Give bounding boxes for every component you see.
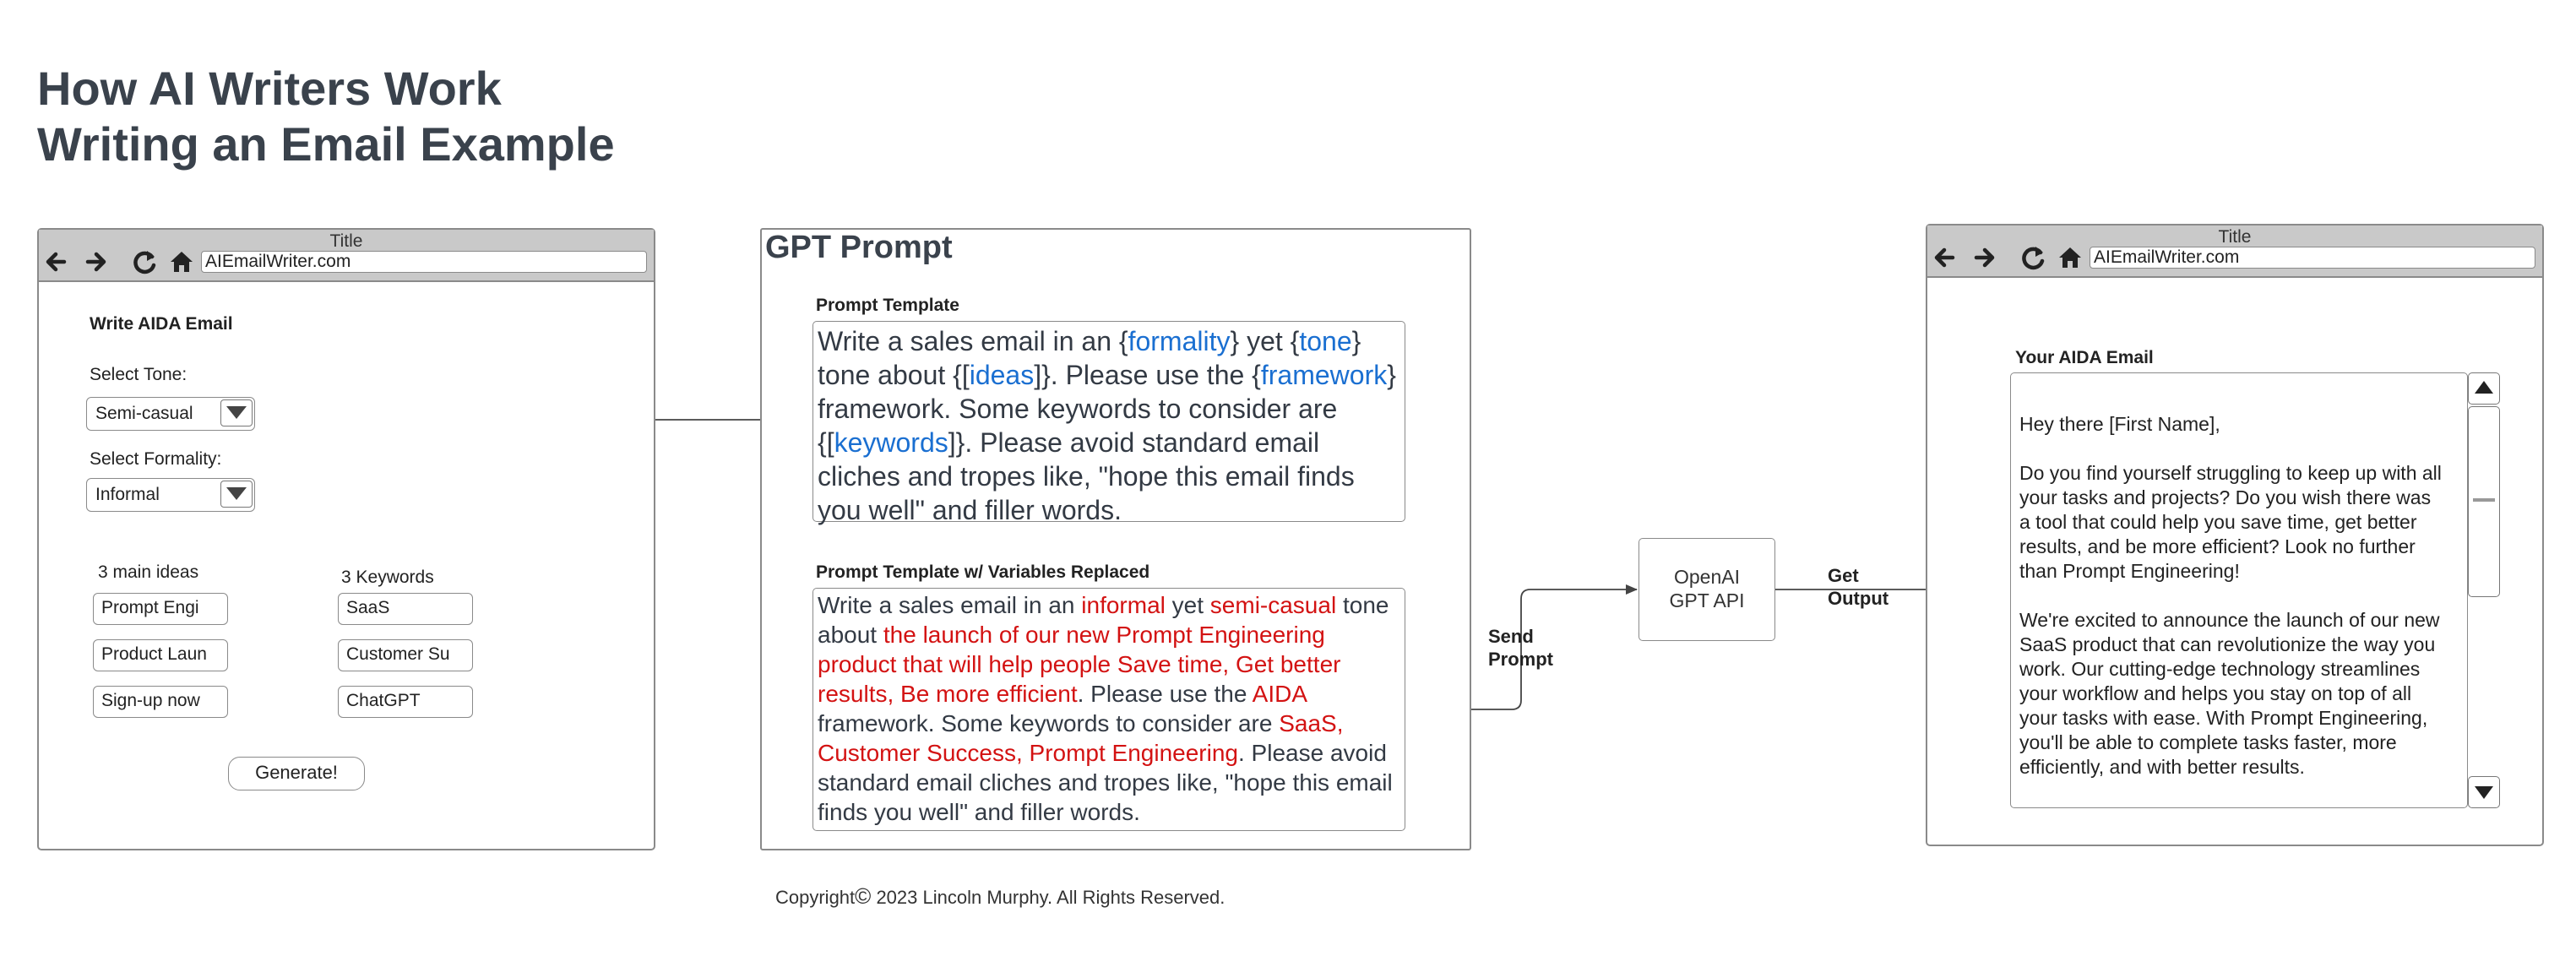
gpt-prompt-title: GPT Prompt	[765, 230, 953, 265]
replaced-variable-segment: informal	[1081, 592, 1166, 618]
idea-input-2[interactable]: Product Laun	[93, 639, 228, 671]
formality-selected-value: Informal	[95, 485, 160, 504]
copyright-notice	[775, 883, 1225, 910]
template-variable-segment: ideas	[969, 360, 1035, 390]
replaced-text-segment: . Please avoid standard email cliches and tropes like, "hope this email finds you well" and filler words.	[818, 740, 1393, 825]
scroll-thumb[interactable]	[2468, 406, 2500, 597]
template-text-segment: ]}. Please avoid standard email cliches and tropes like, "hope this email finds you well" and filler words.	[818, 427, 1355, 525]
get-output-line: Get	[1828, 565, 1859, 586]
template-text-segment: } framework. Some keywords to consider are {[	[818, 360, 1396, 458]
openai-api-box	[1639, 538, 1775, 641]
scroll-up-button[interactable]	[2468, 372, 2500, 405]
copyright-prefix: Copyright	[775, 887, 856, 908]
copyright-rest: 2023 Lincoln Murphy. All Rights Reserved.	[871, 887, 1226, 908]
replaced-variable-segment: semi-casual	[1209, 592, 1337, 618]
formality-label: Select Formality:	[90, 449, 222, 469]
output-browser-window	[1926, 224, 2544, 846]
tone-selected-value: Semi-casual	[95, 404, 193, 423]
formality-select[interactable]	[86, 478, 255, 512]
get-output-line: Output	[1828, 588, 1889, 609]
forward-arrow-icon[interactable]	[88, 254, 104, 269]
send-prompt-label	[1488, 625, 1553, 671]
replaced-variable-segment: AIDA	[1252, 681, 1307, 707]
address-bar[interactable]: AIEmailWriter.com	[2090, 247, 2535, 269]
generate-button[interactable]: Generate!	[228, 757, 365, 790]
prompt-replaced-box	[812, 588, 1405, 831]
replaced-text-segment: yet	[1165, 592, 1210, 618]
replaced-text-segment: tone about	[818, 592, 1389, 648]
nav-icons	[44, 247, 204, 277]
template-text-segment: Write a sales email in an {	[818, 326, 1128, 356]
ideas-label: 3 main ideas	[98, 562, 199, 582]
openai-api-line: OpenAI	[1674, 566, 1740, 588]
template-variable-segment: tone	[1299, 326, 1352, 356]
email-body-text: Hey there [First Name], Do you find yourself struggling to keep up with all your tasks and projects? Do you wish there was a tool that could help you save time, get better results, and be more efficient? Look no further than Prompt Engineering! We're excited to announce the launch of our new SaaS product that can revolutionize the way you work. Our cutting-edge technology streamlines your workflow and helps you stay on top of all your tasks with ease. With Prompt Engineering, you'll be able to complete tasks faster, more efficiently, and with better results.	[2019, 413, 2442, 778]
gpt-prompt-panel	[760, 228, 1471, 850]
openai-api-text	[1639, 565, 1774, 612]
forward-arrow-icon[interactable]	[1976, 250, 1992, 265]
scroll-down-button[interactable]	[2468, 776, 2500, 808]
form-heading: Write AIDA Email	[90, 314, 233, 334]
formality-dropdown-button[interactable]	[220, 481, 253, 508]
home-icon[interactable]	[171, 252, 193, 272]
email-scrollbar[interactable]	[2465, 372, 2503, 808]
get-output-label	[1828, 564, 1889, 610]
home-icon[interactable]	[2059, 247, 2081, 268]
send-prompt-line: Send	[1488, 626, 1534, 647]
refresh-icon[interactable]	[135, 251, 155, 272]
refresh-icon[interactable]	[2024, 247, 2043, 268]
browser-chrome	[39, 230, 654, 282]
dropdown-arrow-icon	[226, 406, 247, 420]
email-output-box	[2010, 372, 2468, 808]
browser-chrome	[1927, 225, 2542, 278]
input-browser-window	[37, 228, 655, 850]
keywords-label: 3 Keywords	[341, 568, 434, 587]
tone-select[interactable]	[86, 397, 255, 431]
template-text-segment: } tone about {[	[818, 326, 1361, 390]
replaced-text-segment: . Please use the	[1077, 681, 1253, 707]
send-prompt-text	[1488, 625, 1553, 671]
title-line-2: Writing an Email Example	[37, 117, 615, 171]
template-variable-segment: keywords	[834, 427, 948, 458]
prompt-template-text	[813, 322, 1405, 527]
tone-label: Select Tone:	[90, 365, 187, 384]
window-title: Title	[329, 231, 363, 251]
nav-icons	[1932, 242, 2093, 273]
replaced-variable-segment: SaaS, Customer Success, Prompt Engineering	[818, 710, 1344, 766]
back-arrow-icon[interactable]	[1937, 250, 1953, 265]
window-title: Title	[2218, 227, 2252, 247]
scroll-grip	[2473, 498, 2495, 502]
template-text-segment: } yet {	[1230, 326, 1300, 356]
send-prompt-line: Prompt	[1488, 649, 1553, 670]
scroll-up-icon	[2475, 381, 2493, 394]
idea-input-3[interactable]: Sign-up now	[93, 686, 228, 718]
prompt-replaced-text	[813, 589, 1405, 827]
template-label: Prompt Template	[816, 296, 959, 315]
tone-dropdown-button[interactable]	[220, 399, 253, 426]
template-variable-segment: formality	[1128, 326, 1231, 356]
prompt-template-box	[812, 321, 1405, 525]
replaced-text-segment: framework. Some keywords to consider are	[818, 710, 1280, 736]
keyword-input-2[interactable]: Customer Su	[338, 639, 473, 671]
address-bar[interactable]: AIEmailWriter.com	[201, 251, 647, 273]
openai-api-line: GPT API	[1669, 589, 1745, 611]
get-output-text	[1828, 564, 1889, 610]
scroll-down-icon	[2475, 786, 2493, 800]
back-arrow-icon[interactable]	[48, 254, 64, 269]
template-text-segment: ]}. Please use the {	[1034, 360, 1261, 390]
dropdown-arrow-icon	[226, 487, 247, 501]
idea-input-1[interactable]: Prompt Engi	[93, 593, 228, 625]
replaced-text-segment: Write a sales email in an	[818, 592, 1082, 618]
keyword-input-1[interactable]: SaaS	[338, 593, 473, 625]
title-line-1: How AI Writers Work	[37, 62, 502, 115]
replaced-label: Prompt Template w/ Variables Replaced	[816, 562, 1150, 582]
output-heading: Your AIDA Email	[2015, 348, 2154, 367]
replaced-variable-segment: the launch of our new Prompt Engineering product that will help people Save time, Get better results, Be more efficient	[818, 622, 1341, 707]
copyright-symbol: ©	[855, 883, 872, 909]
template-variable-segment: framework	[1260, 360, 1388, 390]
keyword-input-3[interactable]: ChatGPT	[338, 686, 473, 718]
